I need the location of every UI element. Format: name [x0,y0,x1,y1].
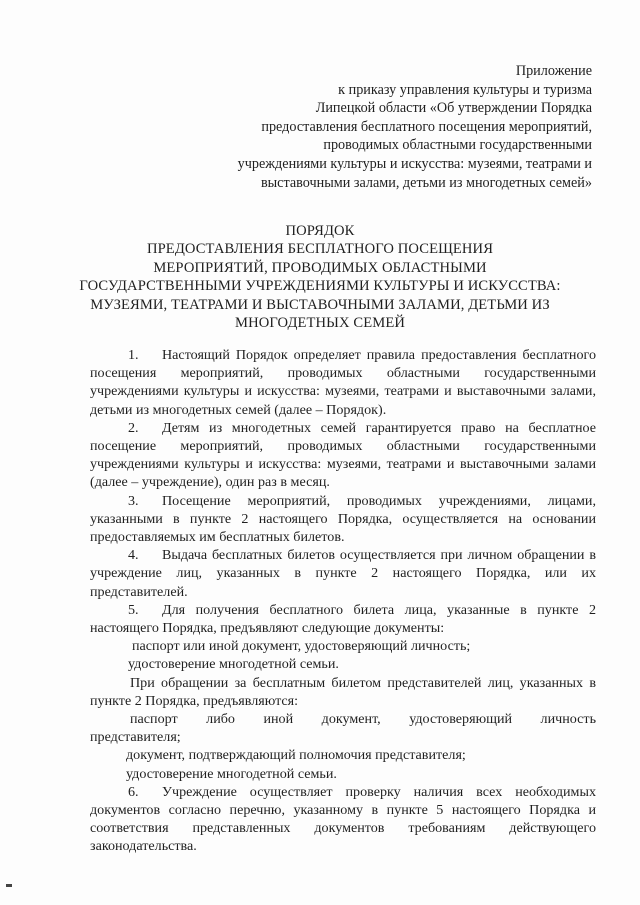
paragraph-number: 3. [128,492,139,509]
annex-line: Приложение [515,63,592,79]
title-line: МУЗЕЯМИ, ТЕАТРАМИ И ВЫСТАВОЧНЫМИ ЗАЛАМИ, ДЕТЬМИ ИЗ [90,296,550,313]
representative-item: документ, подтверждающий полномочия представителя; [126,747,466,764]
annex-line: к приказу управления культуры и туризма [338,81,592,98]
paragraph-text: Посещение мероприятий, проводимых учреждениями, лицами, указанными в пункте 2 настоящего Порядка, осуществляется на основании предоставляемых им бесплатных билетов. [90,492,596,546]
paragraph-5 [90,601,596,637]
document-body [90,346,596,856]
paragraph-3 [90,492,596,547]
annex-line: предоставления бесплатного посещения мероприятий, [261,118,592,135]
representatives-paragraph: При обращении за бесплатным билетом представителей лиц, указанных в пункте 2 Порядка, предъявляются: [90,674,596,709]
scan-edge-mark [6,884,12,887]
document-list-item: паспорт или иной документ, удостоверяющий личность; [132,638,471,655]
paragraph-6 [90,783,596,856]
paragraph-1 [90,346,596,419]
title-line: ПОРЯДОК [285,223,355,239]
paragraph-text: Детям из многодетных семей гарантируется право на бесплатное посещение мероприятий, проводимых областными государственными учреждениями культуры и искусства: музеями, театрами и выставочными залами (далее – учреждение), один раз в месяц. [90,419,596,491]
paragraph-number: 5. [128,601,139,618]
paragraph-text: Настоящий Порядок определяет правила предоставления бесплатного посещения мероприятий, проводимых областными государственными учреждениями культуры и искусства: музеями, театрами и выставочными залами, детьми из многодетных семей (далее – Порядок). [90,347,596,418]
paragraph-text: Выдача бесплатных билетов осуществляется при личном обращении в учреждение лиц, указанных в пункте 2 настоящего Порядка, или их представителей. [90,547,596,600]
annex-line: Липецкой области «Об утверждении Порядка [315,100,592,117]
paragraph-4 [90,546,596,601]
annex-header [172,62,592,192]
paragraph-2 [90,419,596,492]
paragraph-number: 6. [128,783,139,800]
paragraph-text: Для получения бесплатного билета лица, указанные в пункте 2 настоящего Порядка, предъявляют следующие документы: [90,601,596,637]
representative-item: паспорт либо иной документ, удостоверяющий личность [130,711,596,728]
paragraph-number: 4. [128,547,139,564]
paragraph-text: Учреждение осуществляет проверку наличия всех необходимых документов согласно перечню, указанному в пункте 5 настоящего Порядка и соответствия представленных документов требованиям действующего законодательства. [90,783,596,855]
document-list-item: удостоверение многодетной семьи. [128,656,339,673]
representative-item-continuation: представителя; [90,729,181,746]
title-line: ГОСУДАРСТВЕННЫМИ УЧРЕЖДЕНИЯМИ КУЛЬТУРЫ И ИСКУССТВА: [79,278,561,295]
document-title [70,222,570,332]
title-line: МНОГОДЕТНЫХ СЕМЕЙ [235,315,405,332]
title-line: ПРЕДОСТАВЛЕНИЯ БЕСПЛАТНОГО ПОСЕЩЕНИЯ [146,241,494,258]
paragraph-number: 2. [128,419,139,436]
title-line: МЕРОПРИЯТИЙ, ПРОВОДИМЫХ ОБЛАСТНЫМИ [153,259,487,276]
annex-line: учреждениями культуры и искусства: музеями, театрами и [237,155,592,172]
representative-item: удостоверение многодетной семьи. [126,765,337,782]
annex-line: выставочными залами, детьми из многодетных семей» [260,174,592,191]
annex-line: проводимых областными государственными [323,137,592,154]
paragraph-number: 1. [128,347,139,363]
